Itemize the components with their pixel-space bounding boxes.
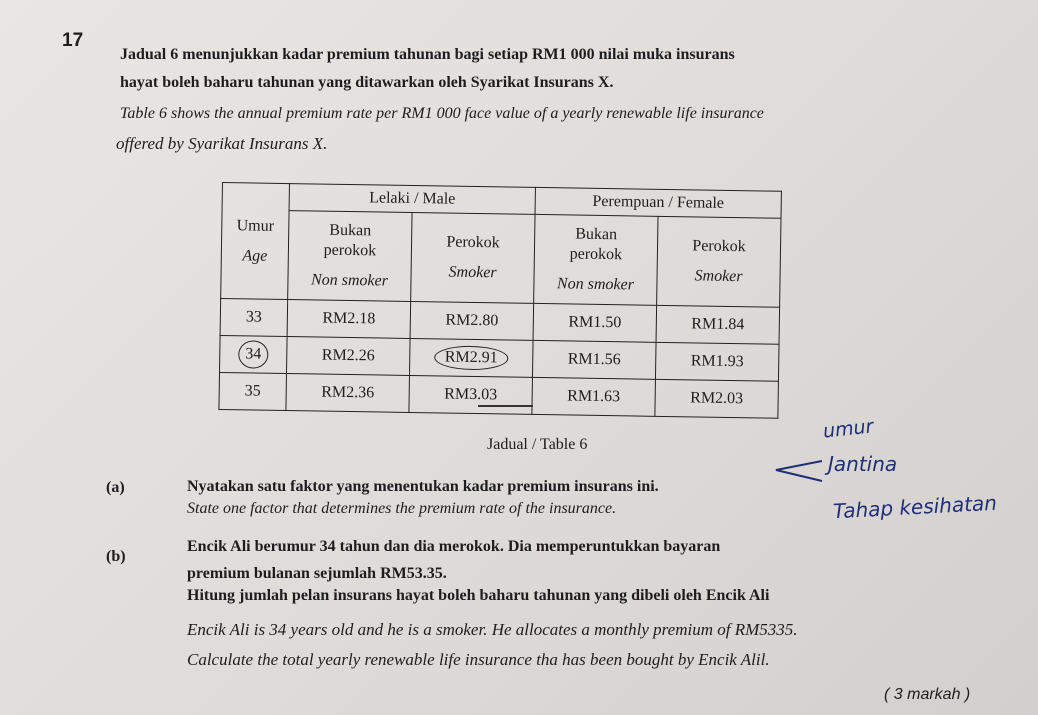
female-non-smoker-rate: RM1.63 <box>532 377 656 416</box>
age-header-cell <box>221 183 290 300</box>
non-smoker-english: Non smoker <box>310 271 389 290</box>
intro-malay-line-1: Jadual 6 menunjukkan kadar premium tahunan bagi setiap RM1 000 nilai muka insurans <box>120 46 735 63</box>
age-header-english: Age <box>242 246 268 265</box>
non-smoker-malay-2: perokok <box>323 241 377 260</box>
non-smoker-malay-1: Bukan <box>575 225 618 244</box>
table-row <box>219 372 779 418</box>
intro-english-line-1: Table 6 shows the annual premium rate per RM1 000 face value of a yearly renewable life insurance <box>120 105 764 122</box>
pen-underline-mark <box>478 405 533 407</box>
handwritten-note-gender: Jantina <box>828 452 898 476</box>
circled-rate: RM2.91 <box>434 345 509 370</box>
handwritten-arrow-icon <box>770 455 826 485</box>
non-smoker-english: Non smoker <box>556 275 635 294</box>
part-b-malay-2: premium bulanan sejumlah RM53.35. <box>187 565 447 582</box>
male-non-smoker-header <box>288 211 412 302</box>
male-non-smoker-rate: RM2.36 <box>286 374 410 413</box>
handwritten-note-age: umur <box>821 415 875 443</box>
marks-label: ( 3 markah ) <box>884 686 971 703</box>
male-smoker-rate: RM3.03 <box>409 375 533 414</box>
male-header-cell: Lelaki / Male <box>289 184 535 215</box>
part-a-malay: Nyatakan satu faktor yang menentukan kadar premium insurans ini. <box>187 478 659 495</box>
female-non-smoker-rate: RM1.56 <box>532 340 656 379</box>
part-b-english-2: Calculate the total yearly renewable life insurance tha has been bought by Encik Alil. <box>187 650 770 669</box>
premium-rate-table <box>218 182 782 419</box>
part-b-malay-1: Encik Ali berumur 34 tahun dan dia merokok. Dia memperuntukkan bayaran <box>187 538 721 555</box>
circled-age: 34 <box>238 340 268 368</box>
non-smoker-malay-1: Bukan <box>329 221 372 240</box>
question-number: 17 <box>62 30 84 51</box>
part-b-malay-3: Hitung jumlah pelan insurans hayat boleh baharu tahunan yang dibeli oleh Encik Ali <box>187 587 770 604</box>
smoker-malay: Perokok <box>692 237 746 256</box>
smoker-malay: Perokok <box>446 233 500 252</box>
male-non-smoker-rate: RM2.18 <box>287 300 411 339</box>
non-smoker-malay-2: perokok <box>569 245 623 264</box>
part-b-english-1: Encik Ali is 34 years old and he is a smoker. He allocates a monthly premium of RM5335. <box>187 620 798 639</box>
male-smoker-rate: RM2.80 <box>410 301 534 340</box>
female-non-smoker-header <box>534 214 658 305</box>
age-cell <box>220 335 288 373</box>
female-smoker-rate: RM2.03 <box>655 379 779 418</box>
part-a-label: (a) <box>106 479 125 496</box>
age-header-malay: Umur <box>236 216 275 235</box>
male-non-smoker-rate: RM2.26 <box>286 337 410 376</box>
table-subheader-row <box>221 210 781 308</box>
part-b-label: (b) <box>106 548 126 565</box>
intro-malay-line-2: hayat boleh baharu tahunan yang ditawarkan oleh Syarikat Insurans X. <box>120 74 614 91</box>
female-header-cell: Perempuan / Female <box>535 187 781 218</box>
female-smoker-header <box>657 216 781 307</box>
female-smoker-rate: RM1.93 <box>655 342 779 381</box>
table-caption: Jadual / Table 6 <box>487 436 588 453</box>
smoker-english: Smoker <box>694 267 743 286</box>
handwritten-note-health: Tahap kesihatan <box>832 490 998 524</box>
male-smoker-header <box>411 212 535 303</box>
intro-english-line-2: offered by Syarikat Insurans X. <box>116 134 328 153</box>
male-smoker-rate <box>409 338 533 377</box>
age-cell: 33 <box>220 298 288 336</box>
female-smoker-rate: RM1.84 <box>656 305 780 344</box>
smoker-english: Smoker <box>448 263 497 282</box>
part-a-english: State one factor that determines the premium rate of the insurance. <box>187 500 617 517</box>
female-non-smoker-rate: RM1.50 <box>533 303 657 342</box>
age-cell: 35 <box>219 372 287 410</box>
